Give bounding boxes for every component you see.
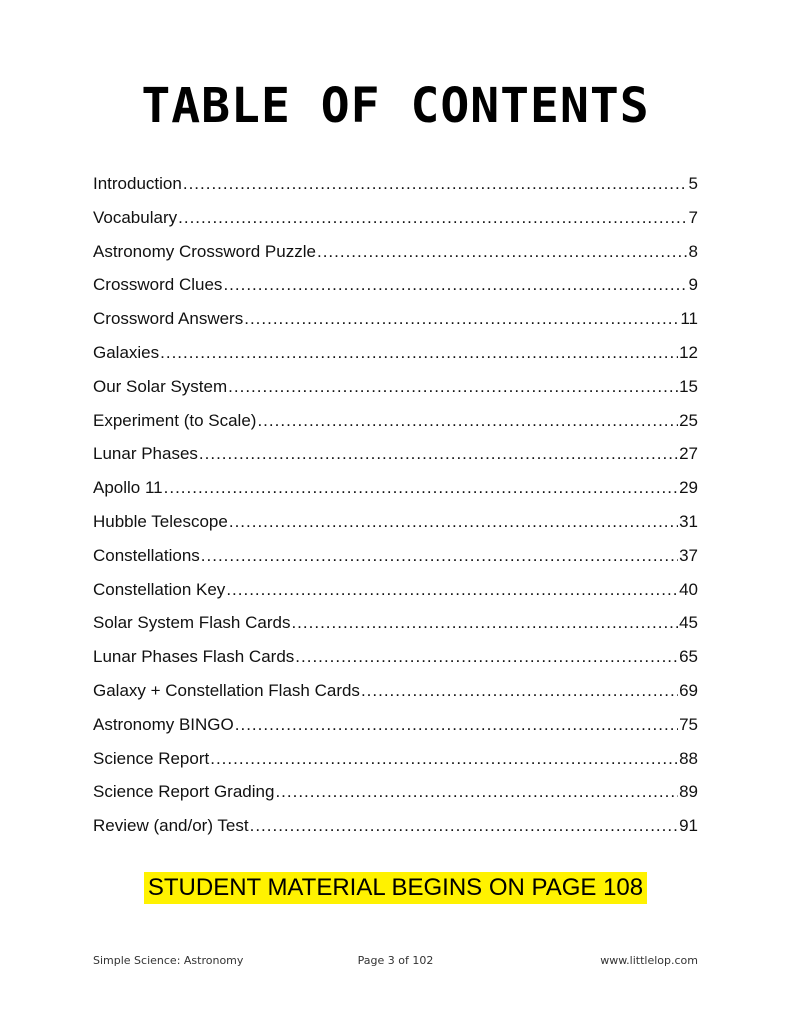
toc-dot-leader (275, 782, 678, 802)
toc-entry (93, 715, 698, 749)
toc-dot-leader (229, 512, 678, 532)
toc-entry-page: 9 (688, 275, 698, 295)
toc-entry-page: 91 (679, 816, 698, 836)
table-of-contents (93, 174, 698, 850)
toc-entry-label: Crossword Clues (93, 275, 223, 295)
toc-entry-page: 29 (679, 478, 698, 498)
toc-entry-label: Science Report (93, 748, 210, 768)
toc-dot-leader (164, 478, 678, 498)
toc-entry (93, 647, 698, 681)
toc-entry (93, 377, 698, 411)
toc-entry-page: 40 (679, 579, 698, 599)
toc-entry-page: 15 (679, 376, 698, 396)
toc-entry-page: 31 (679, 511, 698, 531)
page-title: TABLE OF CONTENTS (141, 78, 650, 134)
toc-entry-label: Crossword Answers (93, 309, 244, 329)
toc-dot-leader (160, 343, 678, 363)
toc-entry (93, 343, 698, 377)
toc-entry-page: 75 (679, 714, 698, 734)
toc-entry (93, 242, 698, 276)
toc-entry-label: Astronomy BINGO (93, 714, 234, 734)
toc-entry (93, 546, 698, 580)
toc-entry-page: 25 (679, 410, 698, 430)
toc-entry-label: Introduction (93, 174, 182, 193)
toc-entry-label: Science Report Grading (93, 782, 275, 802)
toc-dot-leader (257, 411, 678, 431)
toc-entry (93, 816, 698, 850)
toc-entry-label: Solar System Flash Cards (93, 613, 291, 633)
toc-entry (93, 444, 698, 478)
student-material-notice: STUDENT MATERIAL BEGINS ON PAGE 108 (144, 872, 647, 904)
toc-entry-label: Our Solar System (93, 376, 228, 396)
toc-entry (93, 208, 698, 242)
toc-dot-leader (250, 816, 678, 836)
toc-entry-label: Lunar Phases Flash Cards (93, 647, 295, 667)
toc-dot-leader (244, 309, 679, 329)
toc-dot-leader (295, 647, 678, 667)
toc-entry-page: 7 (688, 207, 698, 227)
toc-entry-label: Apollo 11 (93, 478, 163, 498)
footer-page-number: Page 3 of 102 (357, 954, 434, 967)
toc-entry-label: Hubble Telescope (93, 511, 228, 531)
toc-dot-leader (235, 715, 678, 735)
toc-entry (93, 512, 698, 546)
toc-entry-page: 37 (679, 545, 698, 565)
toc-entry (93, 174, 698, 208)
toc-dot-leader (183, 174, 688, 194)
toc-entry (93, 749, 698, 783)
toc-dot-leader (210, 749, 678, 769)
footer-book-title: Simple Science: Astronomy (93, 954, 244, 967)
toc-entry-page: 89 (679, 782, 698, 802)
toc-entry-label: Constellation Key (93, 579, 226, 599)
toc-entry-page: 5 (688, 174, 698, 193)
toc-entry-page: 8 (688, 241, 698, 261)
toc-entry-page: 11 (680, 309, 698, 329)
toc-dot-leader (201, 546, 678, 566)
toc-dot-leader (178, 208, 687, 228)
toc-entry-page: 69 (679, 680, 698, 700)
toc-dot-leader (317, 242, 688, 262)
toc-entry-page: 12 (679, 342, 698, 362)
footer-website: www.littlelop.com (600, 954, 698, 967)
toc-entry-label: Review (and/or) Test (93, 816, 249, 836)
toc-dot-leader (361, 681, 678, 701)
toc-entry (93, 681, 698, 715)
toc-entry (93, 309, 698, 343)
toc-entry (93, 411, 698, 445)
page-footer (93, 954, 698, 970)
toc-entry (93, 782, 698, 816)
toc-entry-page: 45 (679, 613, 698, 633)
toc-dot-leader (226, 580, 678, 600)
toc-entry-label: Galaxy + Constellation Flash Cards (93, 680, 360, 700)
toc-entry (93, 275, 698, 309)
toc-entry-label: Constellations (93, 545, 200, 565)
toc-entry-label: Vocabulary (93, 207, 178, 227)
toc-dot-leader (228, 377, 678, 397)
toc-entry-label: Lunar Phases (93, 444, 198, 464)
toc-entry-label: Galaxies (93, 342, 160, 362)
toc-entry (93, 613, 698, 647)
toc-entry-page: 88 (679, 748, 698, 768)
toc-entry-label: Astronomy Crossword Puzzle (93, 241, 316, 261)
toc-dot-leader (223, 275, 687, 295)
toc-entry (93, 580, 698, 614)
toc-entry-label: Experiment (to Scale) (93, 410, 257, 430)
toc-entry-page: 27 (679, 444, 698, 464)
toc-dot-leader (199, 444, 678, 464)
toc-entry-page: 65 (679, 647, 698, 667)
notice-container (0, 872, 791, 904)
toc-dot-leader (291, 613, 678, 633)
toc-entry (93, 478, 698, 512)
